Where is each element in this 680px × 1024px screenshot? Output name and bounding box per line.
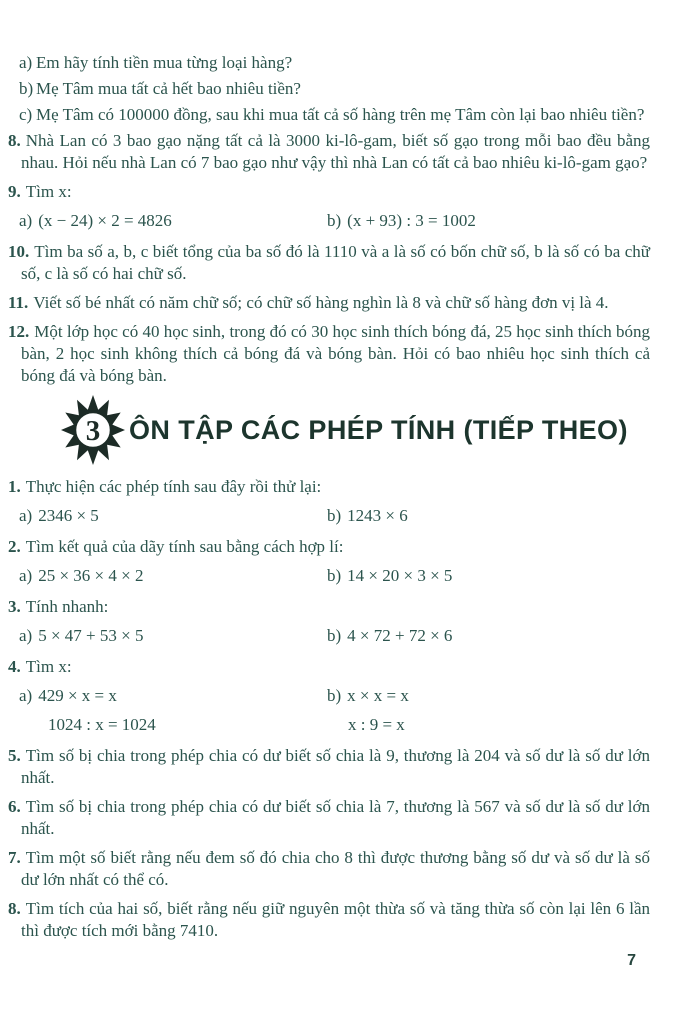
problem-text: Viết số bé nhất có năm chữ số; có chữ số hàng nghìn là 8 và chữ số hàng đơn vị là 4. <box>33 293 609 312</box>
part-a <box>19 625 327 647</box>
problem-10 <box>8 241 650 285</box>
part-b-expression: 1243 × 6 <box>347 506 408 525</box>
part-a <box>19 565 327 587</box>
sub-question-label: c) <box>19 105 33 124</box>
problem-text: Tính nhanh: <box>25 597 109 616</box>
problem-1-parts <box>19 505 650 527</box>
problem-number: 8. <box>8 899 21 918</box>
problem-text: Tìm kết quả của dãy tính sau bằng cách hợp lí: <box>25 537 344 556</box>
part-b-label: b) <box>327 506 342 525</box>
sub-question-a <box>19 52 650 74</box>
part-b-expression: (x + 93) : 3 = 1002 <box>347 211 476 230</box>
section-header <box>60 394 650 466</box>
problem-12 <box>8 321 650 387</box>
part-b-expression: 4 × 72 + 72 × 6 <box>347 626 453 645</box>
part-b-expression: x × x = x <box>347 686 409 705</box>
problem-5 <box>8 745 650 789</box>
sub-question-text: Mẹ Tâm mua tất cả hết bao nhiêu tiền? <box>36 79 301 98</box>
problem-number: 2. <box>8 537 21 556</box>
problem-text: Tìm số bị chia trong phép chia có dư biết số chia là 7, thương là 567 và số dư là số dư lớn nhất. <box>21 797 650 838</box>
sub-question-text: Mẹ Tâm có 100000 đồng, sau khi mua tất cả số hàng trên mẹ Tâm còn lại bao nhiêu tiền? <box>36 105 645 124</box>
part-a-expression: 2346 × 5 <box>38 506 99 525</box>
part-a-continued <box>48 714 348 736</box>
problem-1 <box>8 476 650 498</box>
problem-number: 8. <box>8 131 21 150</box>
problem-3 <box>8 596 650 618</box>
problem-8 <box>8 130 650 174</box>
problem-number: 12. <box>8 322 30 341</box>
problem-text: Tìm một số biết rằng nếu đem số đó chia cho 8 thì được thương bằng số dư và số dư là số dư lớn nhất có thể có. <box>21 848 650 889</box>
part-a-expression: (x − 24) × 2 = 4826 <box>38 211 172 230</box>
part-b-label: b) <box>327 566 342 585</box>
sub-question-b <box>19 78 650 100</box>
sub-question-label: b) <box>19 79 34 98</box>
problem-number: 1. <box>8 477 21 496</box>
part-a <box>19 685 327 707</box>
part-b-expression-2: x : 9 = x <box>348 715 405 734</box>
page-number: 7 <box>627 952 636 969</box>
section-badge <box>60 394 126 466</box>
problem-text: Một lớp học có 40 học sinh, trong đó có 30 học sinh thích bóng đá, 25 học sinh thích bóng bàn, 2 học sinh không thích cả bóng đá và bóng bàn. Hỏi có bao nhiêu học sinh thích cả bóng đá và bóng bàn. <box>21 322 650 385</box>
part-a-label: a) <box>19 686 33 705</box>
problem-number: 11. <box>8 293 29 312</box>
part-a-expression: 25 × 36 × 4 × 2 <box>38 566 144 585</box>
problem-number: 4. <box>8 657 21 676</box>
problem-number: 10. <box>8 242 30 261</box>
problem-number: 6. <box>8 797 21 816</box>
part-a-label: a) <box>19 566 33 585</box>
problem-6 <box>8 796 650 840</box>
part-a-label: a) <box>19 211 33 230</box>
problem-9 <box>8 181 650 203</box>
part-a-expression: 429 × x = x <box>38 686 117 705</box>
part-a <box>19 210 327 232</box>
problem-number: 3. <box>8 597 21 616</box>
problem-3-parts <box>19 625 650 647</box>
problem-text: Tìm ba số a, b, c biết tổng của ba số đó là 1110 và a là số có bốn chữ số, b là số có ba chữ số, c là số có hai chữ số. <box>21 242 650 283</box>
problem-text: Nhà Lan có 3 bao gạo nặng tất cả là 3000 ki-lô-gam, biết số gạo trong mỗi bao đều bằng nhau. Hỏi nếu nhà Lan có 7 bao gạo như vậy thì nhà Lan có tất cả bao nhiêu ki-lô-gam gạo? <box>21 131 650 172</box>
part-b-label: b) <box>327 211 342 230</box>
section-number: 3 <box>85 415 101 447</box>
problem-number: 7. <box>8 848 21 867</box>
part-b <box>327 565 650 587</box>
problem-9-parts <box>19 210 650 232</box>
part-b <box>327 210 650 232</box>
part-b-continued <box>348 714 650 736</box>
page-content <box>8 52 650 949</box>
part-a-expression-2: 1024 : x = 1024 <box>48 715 156 734</box>
part-b <box>327 685 650 707</box>
problem-2-parts <box>19 565 650 587</box>
problem-4-parts <box>19 685 650 707</box>
problem-text: Tìm x: <box>25 182 72 201</box>
problem-4-parts-line-2 <box>48 714 650 736</box>
problem-text: Tìm tích của hai số, biết rằng nếu giữ nguyên một thừa số và tăng thừa số còn lại lên 6 lần thì được tích mới bằng 7410. <box>21 899 650 940</box>
sub-question-text: Em hãy tính tiền mua từng loại hàng? <box>36 53 293 72</box>
part-a-label: a) <box>19 626 33 645</box>
part-a-expression: 5 × 47 + 53 × 5 <box>38 626 144 645</box>
sub-question-label: a) <box>19 53 33 72</box>
part-a-label: a) <box>19 506 33 525</box>
problem-number: 9. <box>8 182 21 201</box>
problem-text: Tìm số bị chia trong phép chia có dư biết số chia là 9, thương là 204 và số dư là số dư lớn nhất. <box>21 746 650 787</box>
sub-question-c <box>19 104 650 126</box>
part-b <box>327 625 650 647</box>
problem-8-part2 <box>8 898 650 942</box>
problem-2 <box>8 536 650 558</box>
part-a <box>19 505 327 527</box>
part-b-label: b) <box>327 626 342 645</box>
part-b-label: b) <box>327 686 342 705</box>
part-b-expression: 14 × 20 × 3 × 5 <box>347 566 453 585</box>
problem-number: 5. <box>8 746 21 765</box>
starburst-icon <box>60 394 126 466</box>
part-b <box>327 505 650 527</box>
section-title: ÔN TẬP CÁC PHÉP TÍNH (TIẾP THEO) <box>129 415 628 445</box>
problem-11 <box>8 292 650 314</box>
problem-4 <box>8 656 650 678</box>
problem-7 <box>8 847 650 891</box>
problem-text: Tìm x: <box>25 657 72 676</box>
problem-text: Thực hiện các phép tính sau đây rồi thử lại: <box>25 477 322 496</box>
